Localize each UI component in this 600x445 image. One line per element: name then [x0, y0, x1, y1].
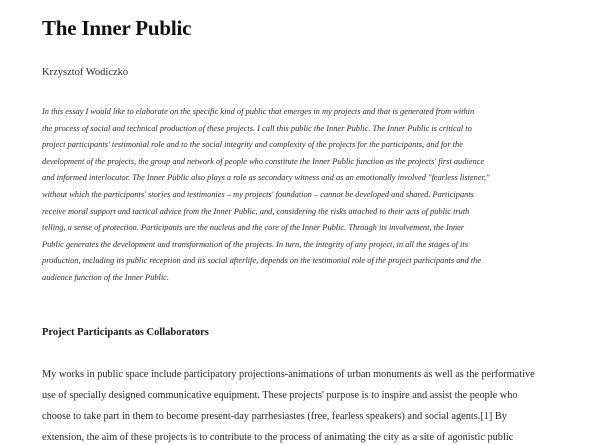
abstract-line: development of the projects, the group and network of people who constitute the Inner Public function as the projects' first audience: [42, 156, 485, 166]
abstract-paragraph: [42, 104, 562, 287]
abstract-line: and informed interlocutor. The Inner Public also plays a role as secondary witness and as an emotionally involved "fearless listener,": [42, 173, 490, 183]
body-line: use of specially designed communicative equipment. These projects' purpose is to inspire and assist the people who: [42, 390, 518, 401]
abstract-line: Public generates the development and transformation of the projects. In turn, the integrity of any project, in all the stages of its: [42, 239, 468, 249]
abstract-line: receive moral support and tactical advice from the Inner Public, and, considering the risks attached to their acts of public truth: [42, 206, 470, 216]
section-heading: Project Participants as Collaborators: [42, 327, 209, 338]
abstract-line: In this essay I would like to elaborate on the specific kind of public that emerges in my projects and that is generated from within: [42, 107, 475, 116]
document-title: The Inner Public: [42, 16, 192, 40]
abstract-line: audience function of the Inner Public.: [42, 272, 169, 282]
body-line: My works in public space include participatory projections-animations of urban monuments as well as the performative: [42, 369, 535, 380]
body-line: choose to take part in them to become present-day parrhesiastes (free, fearless speakers) and social agents.[1] By: [42, 411, 507, 422]
abstract-line: without which the participants' stories and testimonies – my projects' foundation – cannot be developed and shared. Participants: [42, 189, 474, 199]
abstract-line: project participants' testimonial role and to the social integrity and complexity of the projects for the participants, and for the: [42, 140, 463, 150]
abstract-line: telling, a sense of protection. Participants are the nucleus and the core of the Inner Public. Through its involvement, the Inner: [42, 223, 465, 233]
body-paragraph: [42, 364, 572, 445]
author-name: Krzysztof Wodiczko: [42, 67, 129, 78]
abstract-line: production, including its public reception and its social afterlife, depends on the testimonial role of the project participants and the: [42, 256, 482, 266]
abstract-line: the process of social and technical production of these projects. I call this public the Inner Public. The Inner Public is critical to: [42, 123, 472, 133]
body-line: extension, the aim of these projects is to contribute to the process of animating the city as a site of agonistic public: [42, 432, 514, 443]
